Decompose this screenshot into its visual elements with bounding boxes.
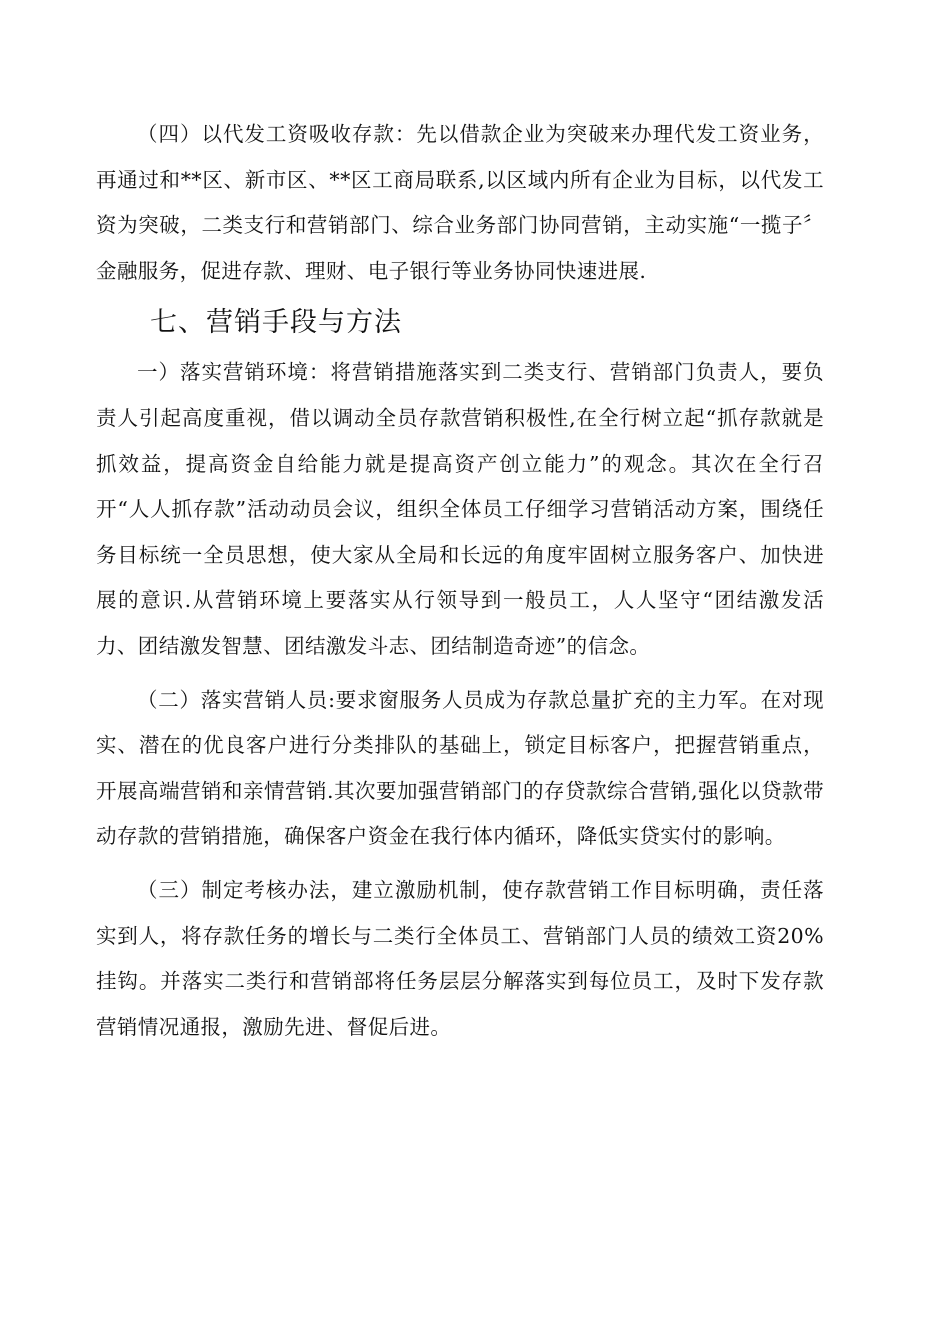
document-page (96, 112, 824, 1050)
paragraph-subsection-1-environment: 一）落实营销环境：将营销措施落实到二类支行、营销部门负责人，要负责人引起高度重视，借以调动全员存款营销积极性,在全行树立起“抓存款就是抓效益，提高资金自给能力就是提高资产创立能力”的观念。其次在全行召开“人人抓存款”活动动员会议，组织全体员工仔细学习营销活动方案，围绕任务目标统一全员思想，使大家从全局和长远的角度牢固树立服务客户、加快进展的意识.从营销环境上要落实从行领导到一般员工，人人坚守“团结激发活力、团结激发智慧、团结激发斗志、团结制造奇迹”的信念。 (96, 360, 824, 658)
paragraph-subsection-3-assessment: （三）制定考核办法，建立激励机制，使存款营销工作目标明确，责任落实到人，将存款任务的增长与二类行全体员工、营销部门人员的绩效工资20%挂钩。并落实二类行和营销部将任务层层分解落实到每位员工，及时下发存款营销情况通报，激励先进、督促后进。 (96, 877, 824, 1039)
paragraph-subsection-2-personnel: （二）落实营销人员:要求窗服务人员成为存款总量扩充的主力军。在对现实、潜在的优良客户进行分类排队的基础上，锁定目标客户，把握营销重点，开展高端营销和亲情营销.其次要加强营销部门的存贷款综合营销,强化以贷款带动存款的营销措施，确保客户资金在我行体内循环，降低实贷实付的影响。 (96, 687, 824, 849)
section-heading-7: 七、营销手段与方法 (150, 307, 402, 339)
paragraph-item-4-payroll: （四）以代发工资吸收存款：先以借款企业为突破来办理代发工资业务，再通过和**区、新市区、**区工商局联系,以区域内所有企业为目标，以代发工资为突破，二类支行和营销部门、综合业务部门协同营销，主动实施“一揽子〞金融服务，促进存款、理财、电子银行等业务协同快速进展. (96, 122, 824, 283)
